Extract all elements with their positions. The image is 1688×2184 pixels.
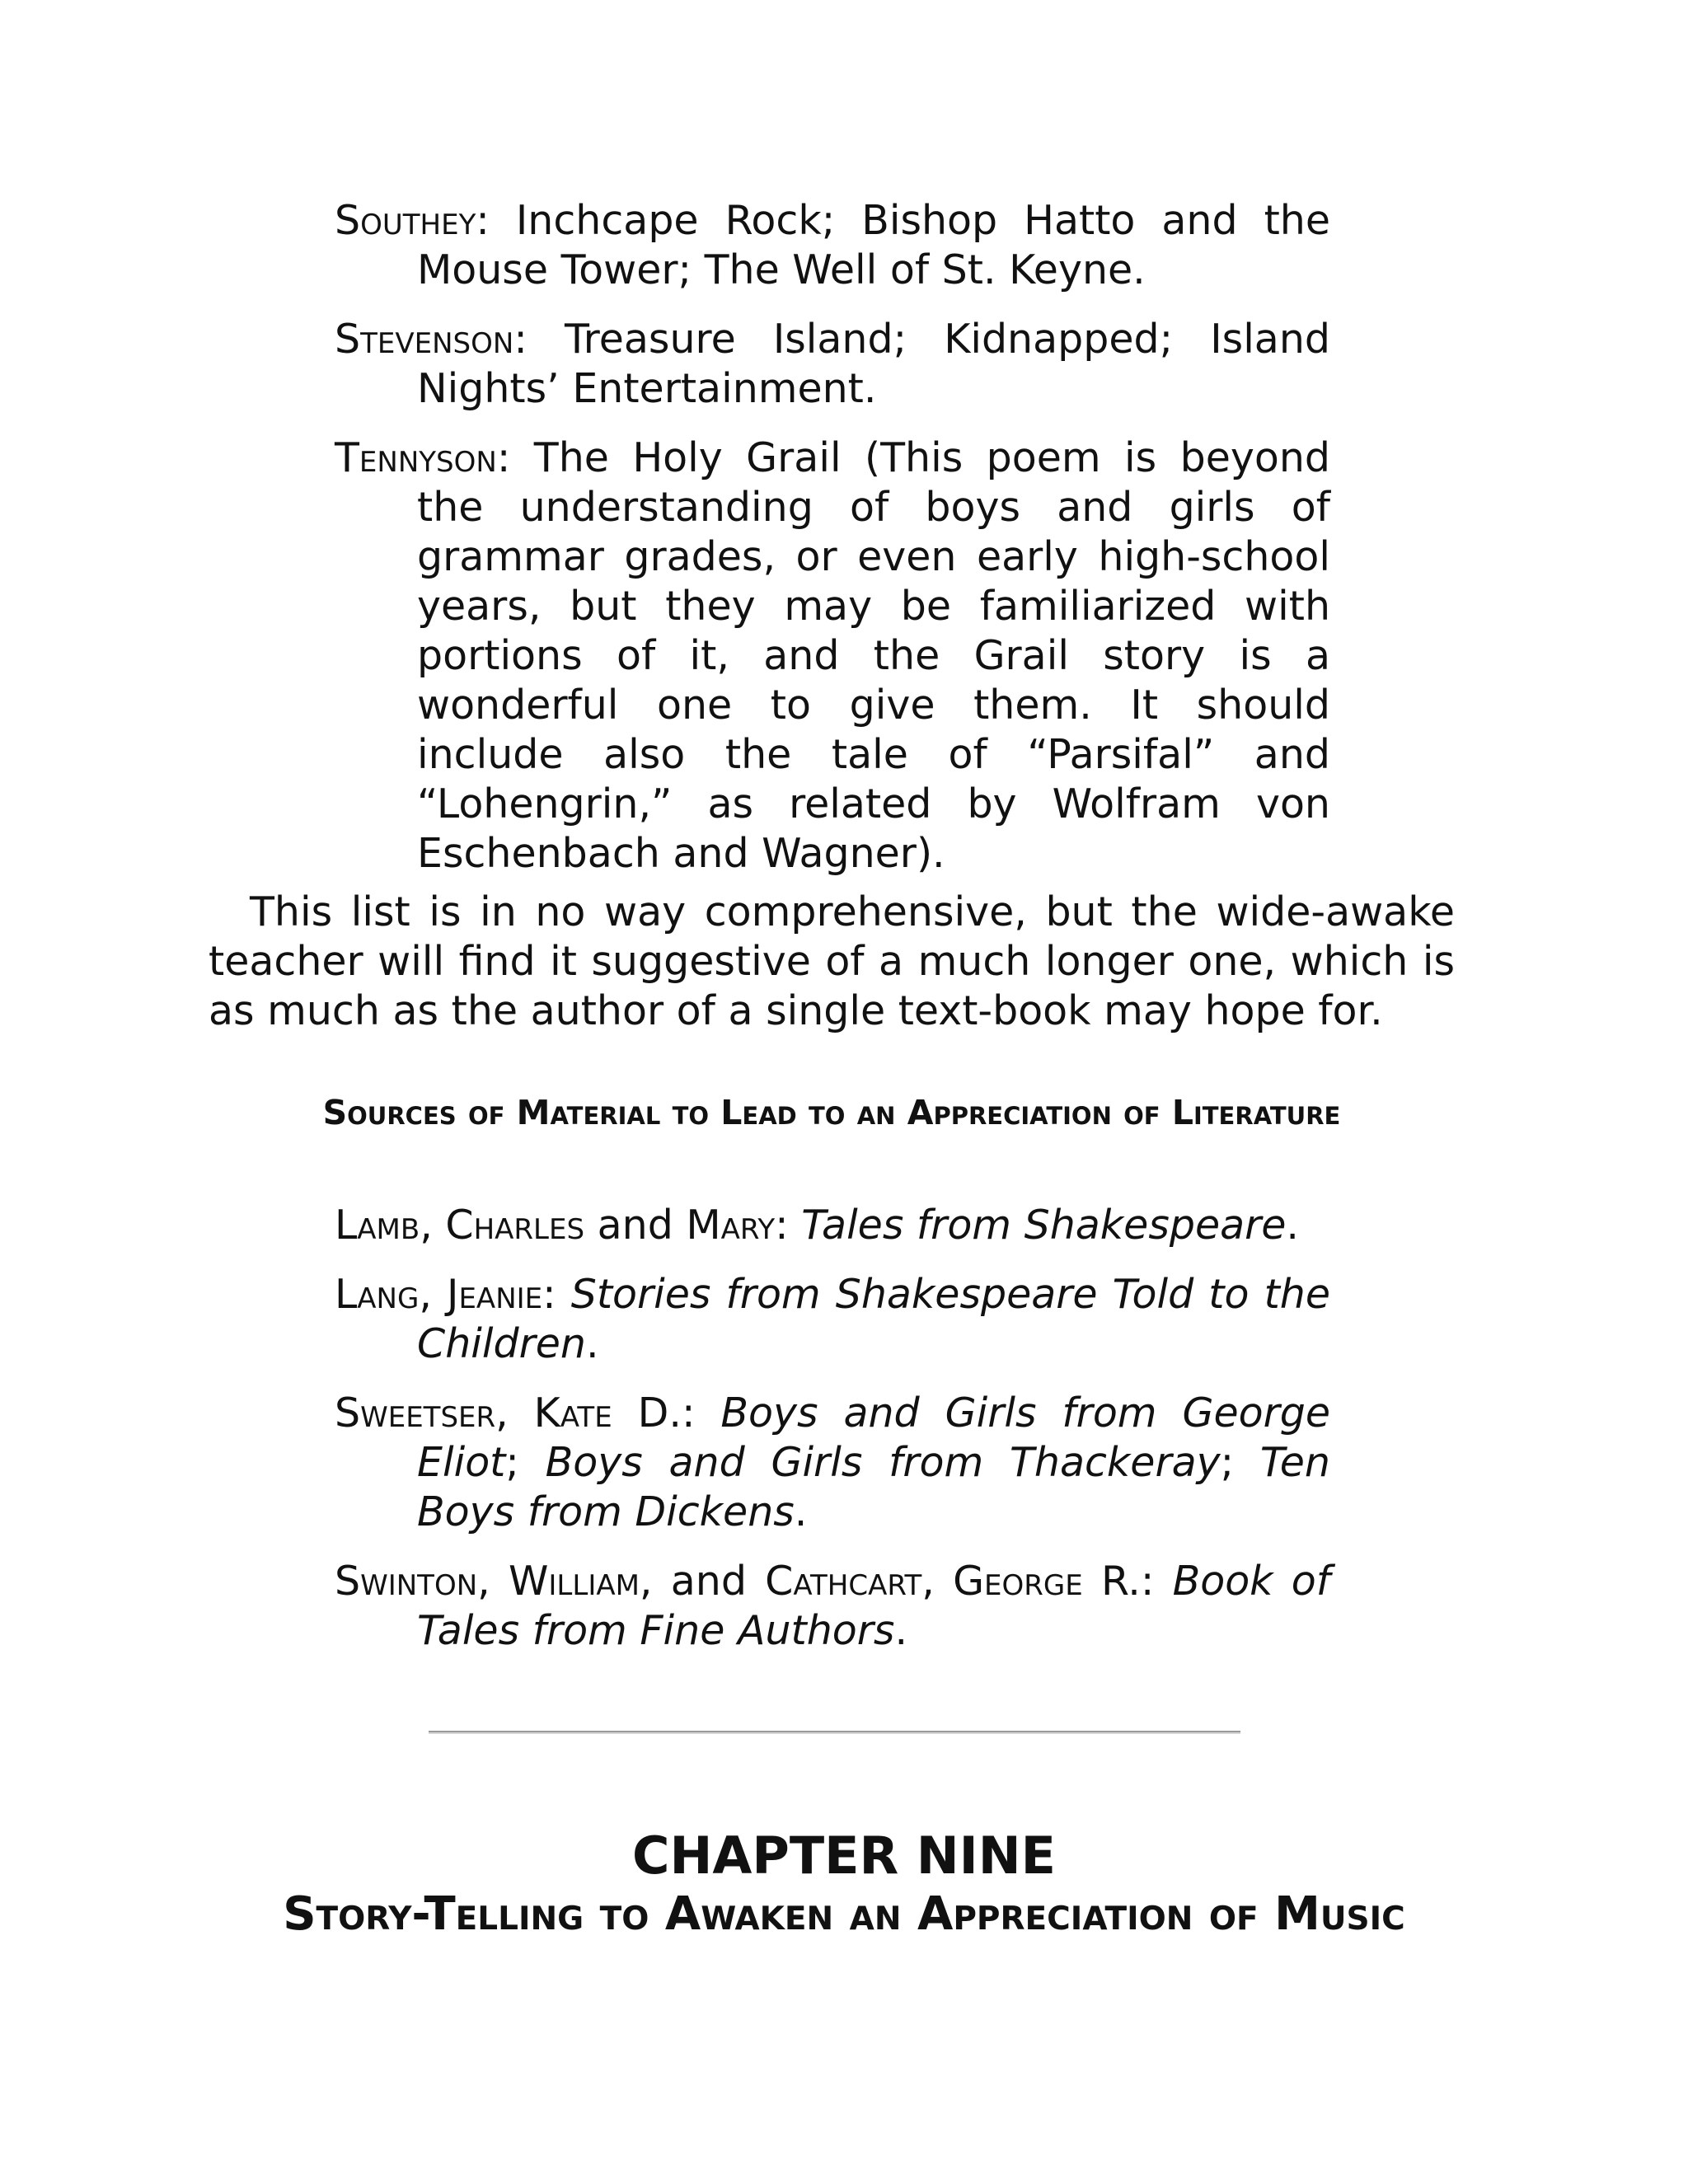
chapter-title: CHAPTER NINE bbox=[632, 1825, 1056, 1886]
list-item-sweetser: Sweetser, Kate D.: Boys and Girls from George Eliot; Boys and Girls from Thackeray; Ten Boys from Dickens. bbox=[335, 1390, 1330, 1535]
author-name: Southey bbox=[335, 197, 476, 244]
section-heading: Sources of Material to Lead to an Appreciation of Literature bbox=[322, 1093, 1341, 1132]
section-divider bbox=[429, 1731, 1240, 1734]
author-name: Sweetser, Kate bbox=[335, 1390, 612, 1436]
author-name: Swinton, William, bbox=[335, 1558, 653, 1605]
author-name: Stevenson bbox=[335, 316, 514, 363]
list-item-stevenson: Stevenson: Treasure Island; Kidnapped; Island Nights’ Entertainment. bbox=[335, 316, 1330, 412]
list-item-lang: Lang, Jeanie: Stories from Shakespeare Told to the Children. bbox=[335, 1271, 1330, 1367]
body-paragraph: This list is in no way comprehensive, but the wide-awake teacher will find it suggestive of a much longer one, which is as much as the author of a single text-book may hope for. bbox=[209, 888, 1455, 1034]
list-item-lamb: Lamb, Charles and Mary: Tales from Shakespeare. bbox=[335, 1202, 1299, 1249]
work-titles: Treasure Island; Kidnapped; Island Nights’ Entertainment. bbox=[417, 316, 1330, 412]
author-name: Mary bbox=[686, 1202, 776, 1249]
book-title: Book of Tales from Fine Authors bbox=[417, 1558, 1331, 1654]
list-item-swinton: Swinton, William, and Cathcart, George R.: Book of Tales from Fine Authors. bbox=[335, 1558, 1331, 1654]
book-title: Tales from Shakespeare bbox=[801, 1202, 1287, 1249]
author-name: Tennyson bbox=[335, 434, 497, 481]
sources-list bbox=[335, 1201, 1330, 1675]
book-title: Ten Boys from Dickens bbox=[417, 1439, 1330, 1535]
work-titles: Inchcape Rock; Bishop Hatto and the Mouse Tower; The Well of St. Keyne. bbox=[417, 197, 1330, 293]
author-name: Cathcart, George bbox=[765, 1558, 1083, 1605]
chapter-subtitle: Story-Telling to Awaken an Appreciation of Music bbox=[283, 1887, 1405, 1941]
book-title: Stories from Shakespeare Told to the Children bbox=[417, 1271, 1330, 1367]
list-item-southey: Southey: Inchcape Rock; Bishop Hatto and the Mouse Tower; The Well of St. Keyne. bbox=[335, 197, 1330, 293]
reading-list bbox=[335, 196, 1330, 898]
book-title: Boys and Girls from George Eliot bbox=[417, 1390, 1330, 1486]
author-name: Lamb, Charles bbox=[335, 1202, 585, 1249]
book-title: Boys and Girls from Thackeray bbox=[545, 1439, 1221, 1486]
list-item-tennyson: Tennyson: The Holy Grail (This poem is beyond the understanding of boys and girls of grammar grades, or even early high-school years, but they may be familiarized with portions of it, and the Grail story is a wonderful one to give them. It should include also the tale of “Parsifal” and “Lohengrin,” as related by Wolfram von Eschenbach and Wagner). bbox=[335, 434, 1330, 877]
work-titles: The Holy Grail (This poem is beyond the understanding of boys and girls of grammar grades, or even early high-school years, but they may be familiarized with portions of it, and the Grail story is a wonderful one to give them. It should include also the tale of “Parsifal” and “Lohengrin,” as related by Wolfram von Eschenbach and Wagner). bbox=[417, 434, 1330, 877]
author-name: Lang, Jeanie bbox=[335, 1271, 543, 1318]
